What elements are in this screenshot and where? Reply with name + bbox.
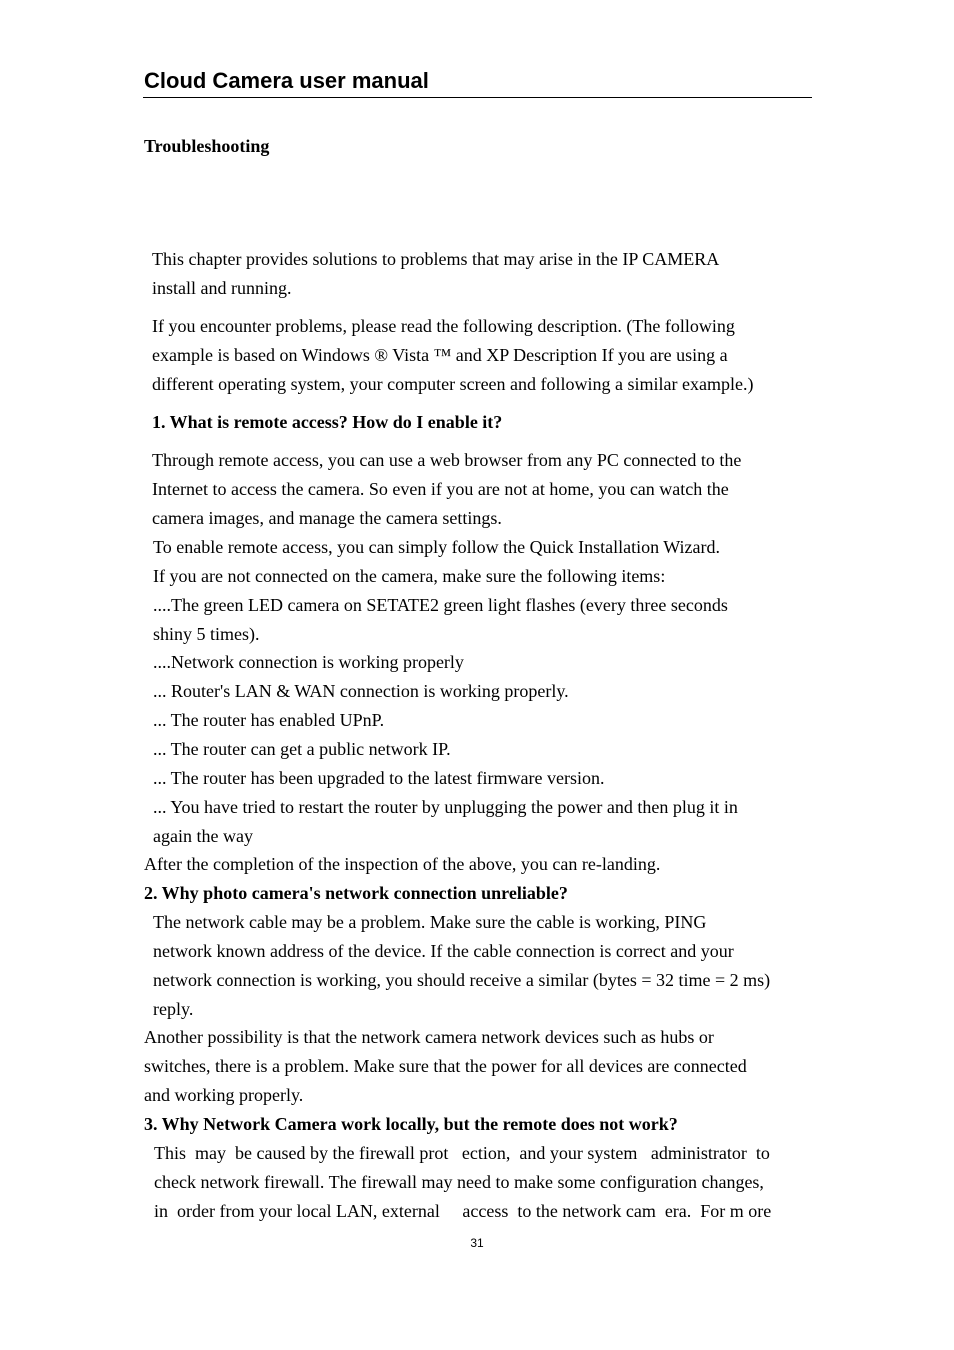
section-title: Troubleshooting: [144, 136, 270, 156]
checklist-item: ... The router can get a public network IP.: [153, 739, 451, 759]
header-title: Cloud Camera user manual: [144, 68, 429, 93]
header-rule: [143, 97, 812, 98]
body-line: and working properly.: [144, 1085, 304, 1105]
question-heading: 3. Why Network Camera work locally, but the remote does not work?: [144, 1114, 678, 1134]
body-line: network connection is working, you should receive a similar (bytes = 32 time = 2 ms): [153, 970, 771, 990]
body-line: If you are not connected on the camera, make sure the following items:: [153, 566, 666, 586]
checklist-item: again the way: [153, 826, 253, 846]
body-line: The network cable may be a problem. Make sure the cable is working, PING: [153, 912, 707, 932]
intro-line: This chapter provides solutions to problems that may arise in the IP CAMERA: [152, 249, 720, 269]
checklist-item: shiny 5 times).: [153, 624, 260, 644]
question-heading: 1. What is remote access? How do I enable it?: [152, 412, 503, 432]
intro-line: If you encounter problems, please read the following description. (The following: [152, 316, 735, 336]
body-line: Another possibility is that the network camera network devices such as hubs or: [144, 1027, 714, 1047]
checklist-item: ... The router has enabled UPnP.: [153, 710, 385, 730]
body-line: To enable remote access, you can simply follow the Quick Installation Wizard.: [153, 537, 721, 557]
body-line: Through remote access, you can use a web browser from any PC connected to the: [152, 450, 742, 470]
question-heading: 2. Why photo camera's network connection unreliable?: [144, 883, 568, 903]
checklist-item: ....The green LED camera on SETATE2 green light flashes (every three seconds: [153, 595, 728, 615]
checklist-item: ....Network connection is working properly: [153, 652, 464, 672]
body-line: camera images, and manage the camera settings.: [152, 508, 502, 528]
body-line: This may be caused by the firewall prot ection, and your system administrator to: [154, 1143, 770, 1163]
body-line: in order from your local LAN, external access to the network cam era. For m ore: [154, 1201, 772, 1221]
body-line: Internet to access the camera. So even if you are not at home, you can watch the: [152, 479, 729, 499]
page-number: 31: [470, 1236, 484, 1250]
checklist-item: ... Router's LAN & WAN connection is working properly.: [153, 681, 569, 701]
body-line: check network firewall. The firewall may need to make some configuration changes,: [154, 1172, 764, 1192]
body-line: reply.: [153, 999, 194, 1019]
intro-line: install and running.: [152, 278, 292, 298]
body-line: network known address of the device. If the cable connection is correct and your: [153, 941, 734, 961]
checklist-item: ... The router has been upgraded to the latest firmware version.: [153, 768, 605, 788]
body-line: After the completion of the inspection of the above, you can re-landing.: [144, 854, 661, 874]
body-line: switches, there is a problem. Make sure that the power for all devices are connected: [144, 1056, 747, 1076]
checklist-item: ... You have tried to restart the router by unplugging the power and then plug it in: [153, 797, 738, 817]
intro-line: different operating system, your computer screen and following a similar example.): [152, 374, 754, 394]
intro-line: example is based on Windows ® Vista ™ and XP Description If you are using a: [152, 345, 728, 365]
